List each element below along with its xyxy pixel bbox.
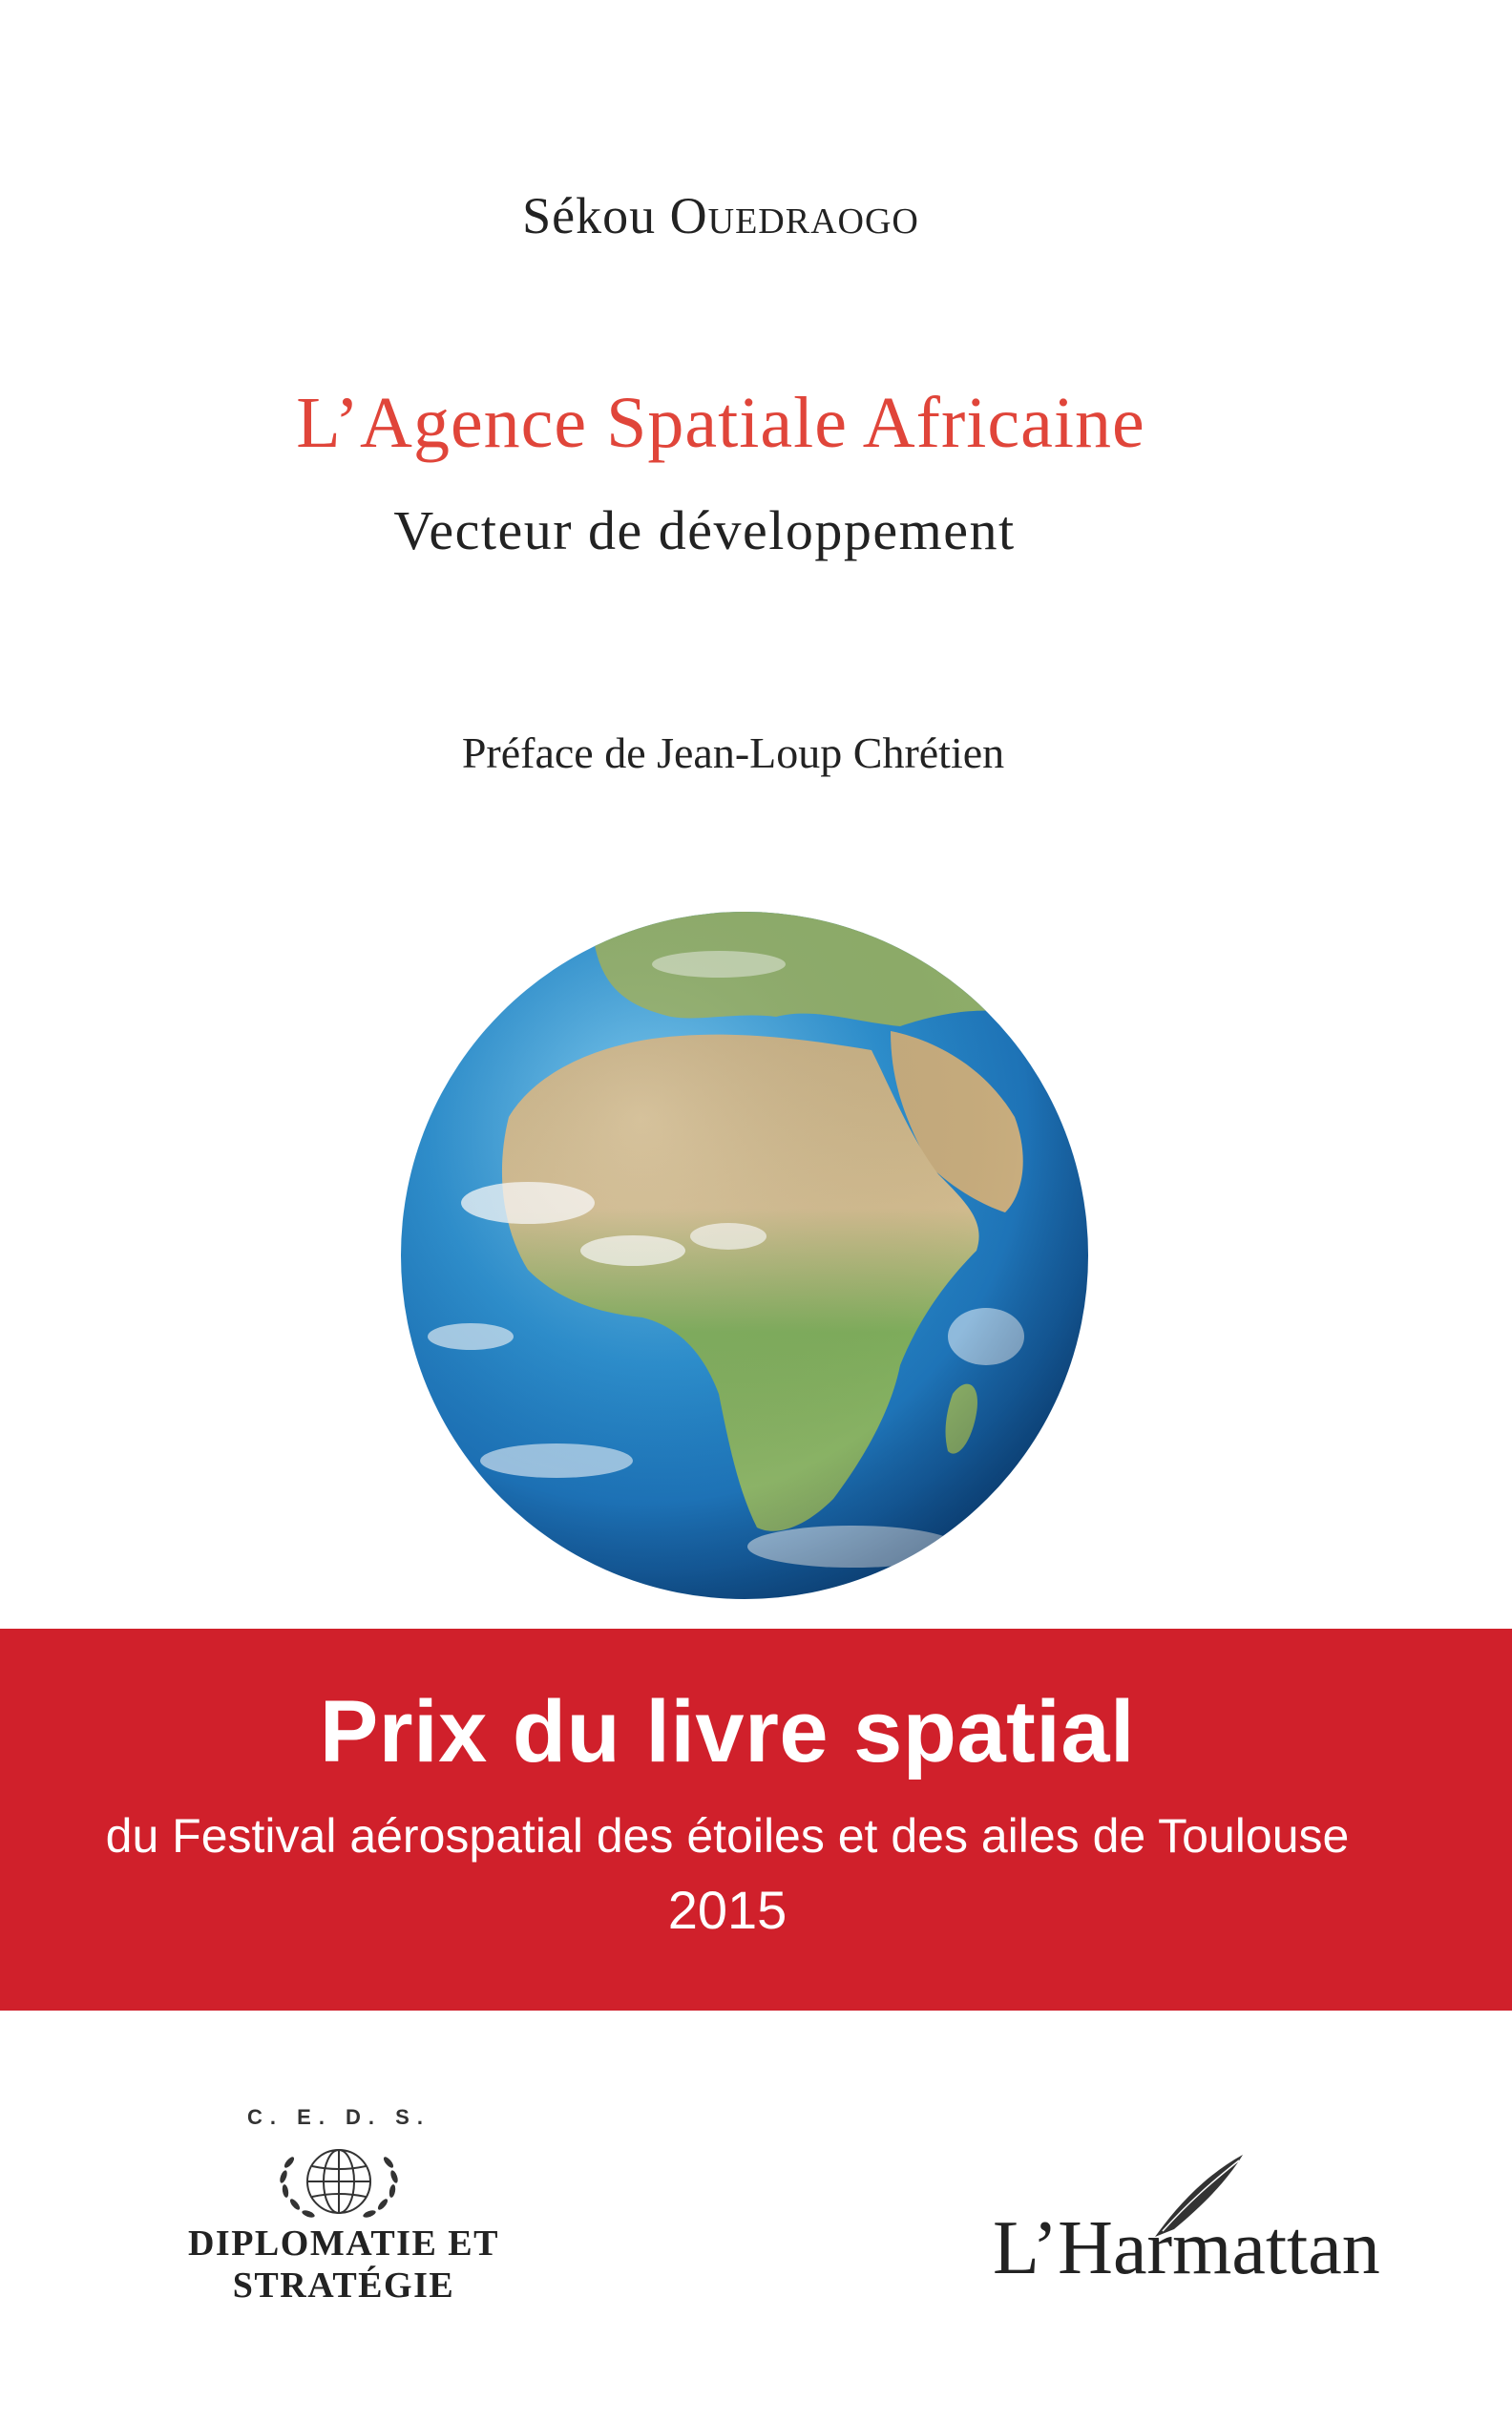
earth-globe-image xyxy=(318,802,1152,1613)
book-subtitle: Vecteur de développement xyxy=(393,499,1016,561)
preface-credit: Préface de Jean-Loup Chrétien xyxy=(461,728,1005,777)
laurel-globe-icon xyxy=(253,2134,425,2229)
author-first-name: Sékou xyxy=(522,187,657,244)
book-title: L’Agence Spatiale Africaine xyxy=(296,383,1145,463)
ceds-emblem-label: C. E. D. S. xyxy=(247,2105,430,2129)
collection-name: DIPLOMATIE ET STRATÉGIE xyxy=(187,2223,499,2306)
author-last-name: Ouedraogo xyxy=(669,187,919,244)
award-banner xyxy=(0,1629,1512,2011)
author-name xyxy=(0,186,1441,245)
award-festival: du Festival aérospatial des étoiles et des ailes de Toulouse xyxy=(105,1809,1350,1863)
publisher-name: L’Harmattan xyxy=(993,2206,1380,2290)
earth-globe-icon xyxy=(318,802,1152,1613)
award-title: Prix du livre spatial xyxy=(319,1683,1136,1780)
publisher-logo xyxy=(993,2153,1394,2290)
award-year: 2015 xyxy=(667,1880,788,1940)
